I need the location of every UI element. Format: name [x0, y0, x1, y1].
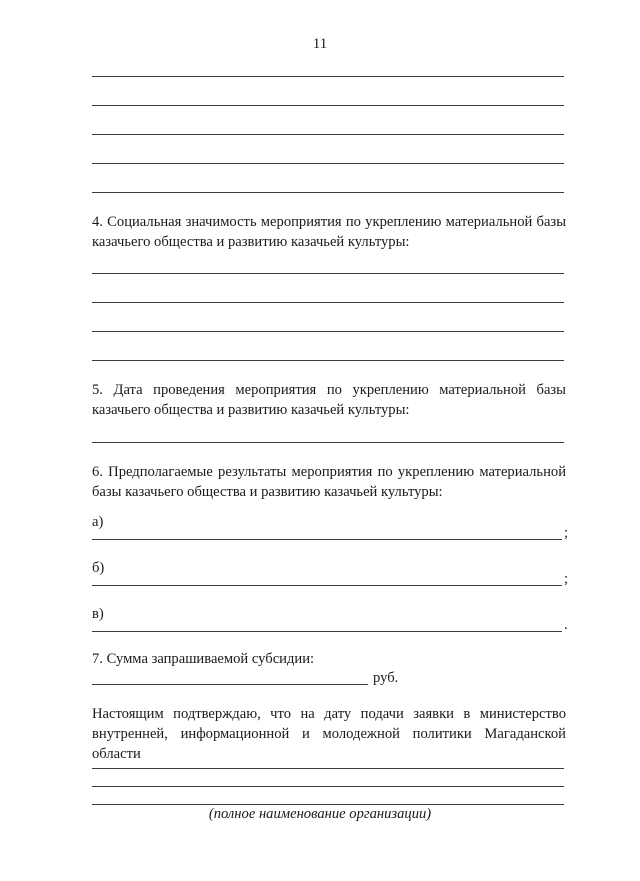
item-a-end: ;	[564, 525, 569, 541]
fill-line	[92, 331, 564, 332]
section-4-text: 4. Социальная значимость мероприятия по укреплению материальной базы казачьего общества и развитию казачьей культуры:	[92, 214, 566, 250]
section-6-text: 6. Предполагаемые результаты мероприятия по укреплению материальной базы казачьего общества и развитию казачьей культуры:	[92, 464, 566, 500]
org-line	[92, 804, 564, 805]
fill-line	[92, 302, 564, 303]
fill-line	[92, 76, 564, 77]
item-a-label: а)	[92, 514, 104, 530]
org-caption: (полное наименование организации)	[208, 806, 432, 822]
fill-line	[92, 134, 564, 135]
fill-line	[92, 442, 564, 443]
confirm-text: Настоящим подтверждаю, что на дату подачи заявки в министерство внутренней, информационной и молодежной политики Магаданской области	[92, 706, 566, 762]
org-line	[92, 786, 564, 787]
item-b-end: ;	[564, 571, 569, 587]
item-c-line	[92, 631, 562, 632]
page-number: 11	[312, 36, 328, 52]
sum-line	[92, 684, 368, 685]
item-c-end: .	[564, 617, 568, 633]
section-7-text: 7. Сумма запрашиваемой субсидии:	[92, 651, 315, 667]
sum-unit: руб.	[373, 670, 399, 686]
fill-line	[92, 360, 564, 361]
fill-line	[92, 105, 564, 106]
item-c-label: в)	[92, 606, 104, 622]
fill-line	[92, 163, 564, 164]
item-a-line	[92, 539, 562, 540]
org-line	[92, 768, 564, 769]
fill-line	[92, 192, 564, 193]
fill-line	[92, 273, 564, 274]
item-b-label: б)	[92, 560, 105, 576]
section-5-text: 5. Дата проведения мероприятия по укреплению материальной базы казачьего общества и развитию казачьей культуры:	[92, 382, 566, 418]
item-b-line	[92, 585, 562, 586]
